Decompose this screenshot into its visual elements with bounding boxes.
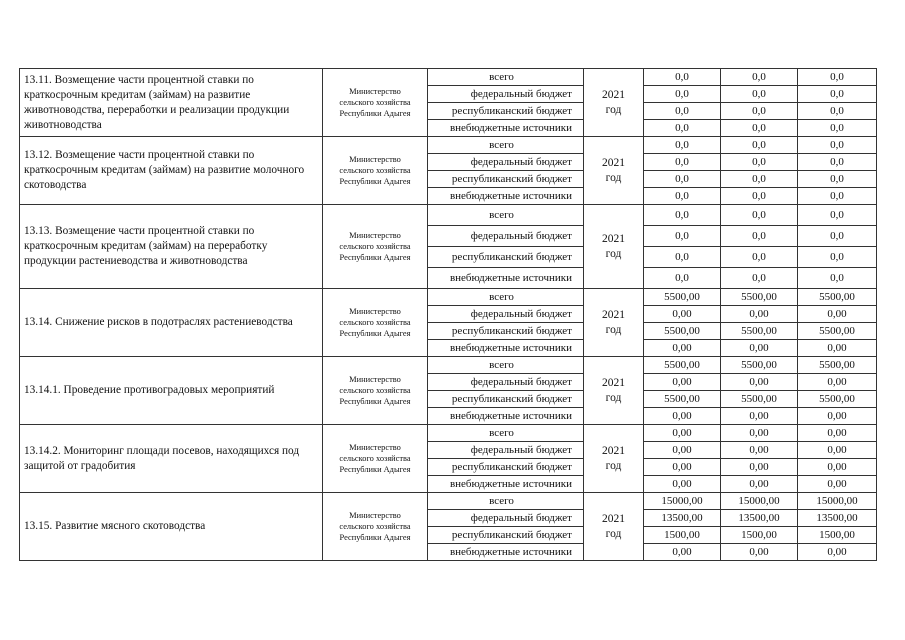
responsible-line: сельского хозяйства <box>339 98 411 107</box>
amount-cell: 0,0 <box>644 154 721 171</box>
amount-cell: 0,0 <box>644 103 721 120</box>
funding-source: всего <box>428 69 584 86</box>
amount-cell: 0,00 <box>798 306 877 323</box>
responsible-line: сельского хозяйства <box>339 386 411 395</box>
responsible-line: Республики Адыгея <box>339 465 411 474</box>
amount-cell: 1500,00 <box>644 527 721 544</box>
responsible-line: сельского хозяйства <box>339 522 411 531</box>
measure-name: 13.14. Снижение рисков в подотраслях растениеводства <box>20 289 323 357</box>
responsible-line: Министерство <box>349 443 401 452</box>
funding-source: всего <box>428 205 584 226</box>
responsible-executor <box>323 425 428 493</box>
funding-source: внебюджетные источники <box>428 120 584 137</box>
responsible-line: Министерство <box>349 231 401 240</box>
amount-cell: 0,0 <box>798 171 877 188</box>
funding-source: внебюджетные источники <box>428 268 584 289</box>
amount-cell: 5500,00 <box>644 357 721 374</box>
amount-cell: 0,0 <box>798 247 877 268</box>
table-row <box>20 205 877 226</box>
amount-cell: 1500,00 <box>721 527 798 544</box>
amount-cell: 1500,00 <box>798 527 877 544</box>
amount-cell: 0,00 <box>798 544 877 561</box>
period-cell <box>584 69 644 137</box>
amount-cell: 0,00 <box>798 408 877 425</box>
funding-source: республиканский бюджет <box>428 323 584 340</box>
amount-cell: 0,00 <box>644 459 721 476</box>
amount-cell: 0,0 <box>721 188 798 205</box>
amount-cell: 0,00 <box>644 408 721 425</box>
responsible-executor <box>323 357 428 425</box>
amount-cell: 0,0 <box>644 137 721 154</box>
amount-cell: 5500,00 <box>644 391 721 408</box>
amount-cell: 0,0 <box>721 137 798 154</box>
amount-cell: 0,0 <box>721 69 798 86</box>
amount-cell: 5500,00 <box>721 289 798 306</box>
period-unit: год <box>605 527 622 540</box>
amount-cell: 0,0 <box>644 171 721 188</box>
amount-cell: 0,00 <box>644 374 721 391</box>
funding-source: всего <box>428 357 584 374</box>
amount-cell: 5500,00 <box>721 357 798 374</box>
period-year: 2021 <box>602 308 625 321</box>
responsible-line: сельского хозяйства <box>339 318 411 327</box>
amount-cell: 0,00 <box>798 340 877 357</box>
amount-cell: 0,0 <box>721 86 798 103</box>
period-cell <box>584 493 644 561</box>
amount-cell: 0,0 <box>798 268 877 289</box>
amount-cell: 0,0 <box>644 226 721 247</box>
amount-cell: 0,0 <box>721 171 798 188</box>
period-unit: год <box>605 459 622 472</box>
amount-cell: 0,00 <box>721 374 798 391</box>
amount-cell: 0,0 <box>721 268 798 289</box>
amount-cell: 0,00 <box>644 306 721 323</box>
amount-cell: 0,0 <box>644 120 721 137</box>
measure-name: 13.15. Развитие мясного скотоводства <box>20 493 323 561</box>
table-row <box>20 357 877 374</box>
period-year: 2021 <box>602 232 625 245</box>
measure-name: 13.13. Возмещение части процентной ставки по краткосрочным кредитам (займам) на переработку продукции растениеводства и животноводства <box>20 205 323 289</box>
amount-cell: 5500,00 <box>721 391 798 408</box>
amount-cell: 0,00 <box>721 306 798 323</box>
funding-source: республиканский бюджет <box>428 103 584 120</box>
amount-cell: 0,0 <box>721 247 798 268</box>
period-year: 2021 <box>602 512 625 525</box>
amount-cell: 5500,00 <box>644 289 721 306</box>
table-row <box>20 425 877 442</box>
responsible-executor <box>323 493 428 561</box>
period-unit: год <box>605 391 622 404</box>
amount-cell: 5500,00 <box>798 323 877 340</box>
period-cell <box>584 425 644 493</box>
measure-name: 13.11. Возмещение части процентной ставки по краткосрочным кредитам (займам) на развитие животноводства, переработки и реализации продукции животноводства <box>20 69 323 137</box>
funding-source: республиканский бюджет <box>428 459 584 476</box>
amount-cell: 13500,00 <box>644 510 721 527</box>
amount-cell: 0,0 <box>721 120 798 137</box>
responsible-line: сельского хозяйства <box>339 454 411 463</box>
amount-cell: 0,00 <box>798 442 877 459</box>
amount-cell: 0,00 <box>721 442 798 459</box>
measure-name: 13.14.2. Мониторинг площади посевов, находящихся под защитой от градобития <box>20 425 323 493</box>
responsible-line: Республики Адыгея <box>339 253 411 262</box>
period-cell <box>584 357 644 425</box>
funding-source: республиканский бюджет <box>428 171 584 188</box>
amount-cell: 15000,00 <box>798 493 877 510</box>
funding-source: федеральный бюджет <box>428 510 584 527</box>
period-unit: год <box>605 247 622 260</box>
amount-cell: 5500,00 <box>644 323 721 340</box>
amount-cell: 5500,00 <box>721 323 798 340</box>
funding-source: внебюджетные источники <box>428 188 584 205</box>
table-row <box>20 493 877 510</box>
amount-cell: 0,0 <box>798 137 877 154</box>
amount-cell: 0,00 <box>721 459 798 476</box>
funding-source: внебюджетные источники <box>428 544 584 561</box>
responsible-line: Министерство <box>349 511 401 520</box>
amount-cell: 15000,00 <box>644 493 721 510</box>
amount-cell: 0,00 <box>644 340 721 357</box>
period-year: 2021 <box>602 88 625 101</box>
amount-cell: 0,00 <box>644 425 721 442</box>
amount-cell: 0,00 <box>798 476 877 493</box>
amount-cell: 0,0 <box>644 247 721 268</box>
amount-cell: 0,0 <box>798 205 877 226</box>
measure-name: 13.12. Возмещение части процентной ставки по краткосрочным кредитам (займам) на развитие молочного скотоводства <box>20 137 323 205</box>
funding-source: республиканский бюджет <box>428 527 584 544</box>
amount-cell: 0,00 <box>721 340 798 357</box>
responsible-executor <box>323 205 428 289</box>
amount-cell: 0,0 <box>798 86 877 103</box>
period-unit: год <box>605 103 622 116</box>
responsible-line: Республики Адыгея <box>339 533 411 542</box>
responsible-line: сельского хозяйства <box>339 242 411 251</box>
period-unit: год <box>605 323 622 336</box>
amount-cell: 0,0 <box>721 205 798 226</box>
responsible-line: Республики Адыгея <box>339 329 411 338</box>
funding-source: всего <box>428 137 584 154</box>
period-cell <box>584 205 644 289</box>
responsible-line: Министерство <box>349 155 401 164</box>
funding-source: федеральный бюджет <box>428 86 584 103</box>
amount-cell: 0,0 <box>798 120 877 137</box>
funding-source: федеральный бюджет <box>428 306 584 323</box>
amount-cell: 0,0 <box>644 205 721 226</box>
funding-source: всего <box>428 289 584 306</box>
responsible-line: сельского хозяйства <box>339 166 411 175</box>
amount-cell: 13500,00 <box>721 510 798 527</box>
funding-source: республиканский бюджет <box>428 391 584 408</box>
table-row <box>20 137 877 154</box>
amount-cell: 0,00 <box>721 408 798 425</box>
period-year: 2021 <box>602 444 625 457</box>
amount-cell: 0,00 <box>644 544 721 561</box>
responsible-executor <box>323 289 428 357</box>
funding-source: федеральный бюджет <box>428 226 584 247</box>
table-row <box>20 289 877 306</box>
funding-source: республиканский бюджет <box>428 247 584 268</box>
amount-cell: 0,00 <box>644 476 721 493</box>
amount-cell: 5500,00 <box>798 391 877 408</box>
funding-source: всего <box>428 493 584 510</box>
amount-cell: 0,00 <box>721 476 798 493</box>
responsible-line: Республики Адыгея <box>339 397 411 406</box>
amount-cell: 0,0 <box>644 86 721 103</box>
period-cell <box>584 289 644 357</box>
amount-cell: 0,0 <box>721 154 798 171</box>
period-year: 2021 <box>602 376 625 389</box>
funding-source: внебюджетные источники <box>428 476 584 493</box>
amount-cell: 15000,00 <box>721 493 798 510</box>
amount-cell: 0,00 <box>721 425 798 442</box>
responsible-line: Министерство <box>349 375 401 384</box>
amount-cell: 0,00 <box>798 459 877 476</box>
amount-cell: 0,00 <box>644 442 721 459</box>
funding-source: внебюджетные источники <box>428 340 584 357</box>
amount-cell: 0,0 <box>721 103 798 120</box>
period-year: 2021 <box>602 156 625 169</box>
amount-cell: 0,0 <box>644 188 721 205</box>
funding-source: всего <box>428 425 584 442</box>
responsible-line: Республики Адыгея <box>339 177 411 186</box>
budget-table <box>19 68 877 561</box>
amount-cell: 0,0 <box>798 103 877 120</box>
amount-cell: 0,0 <box>644 268 721 289</box>
responsible-line: Республики Адыгея <box>339 109 411 118</box>
responsible-executor <box>323 69 428 137</box>
amount-cell: 5500,00 <box>798 357 877 374</box>
amount-cell: 0,0 <box>798 69 877 86</box>
period-unit: год <box>605 171 622 184</box>
amount-cell: 0,0 <box>798 154 877 171</box>
measure-name: 13.14.1. Проведение противоградовых мероприятий <box>20 357 323 425</box>
amount-cell: 0,0 <box>798 226 877 247</box>
amount-cell: 0,00 <box>798 374 877 391</box>
responsible-line: Министерство <box>349 87 401 96</box>
funding-source: внебюджетные источники <box>428 408 584 425</box>
amount-cell: 0,00 <box>721 544 798 561</box>
amount-cell: 0,00 <box>798 425 877 442</box>
funding-source: федеральный бюджет <box>428 154 584 171</box>
period-cell <box>584 137 644 205</box>
amount-cell: 0,0 <box>798 188 877 205</box>
responsible-line: Министерство <box>349 307 401 316</box>
amount-cell: 5500,00 <box>798 289 877 306</box>
table-row <box>20 69 877 86</box>
funding-source: федеральный бюджет <box>428 374 584 391</box>
amount-cell: 0,0 <box>644 69 721 86</box>
amount-cell: 13500,00 <box>798 510 877 527</box>
amount-cell: 0,0 <box>721 226 798 247</box>
responsible-executor <box>323 137 428 205</box>
funding-source: федеральный бюджет <box>428 442 584 459</box>
